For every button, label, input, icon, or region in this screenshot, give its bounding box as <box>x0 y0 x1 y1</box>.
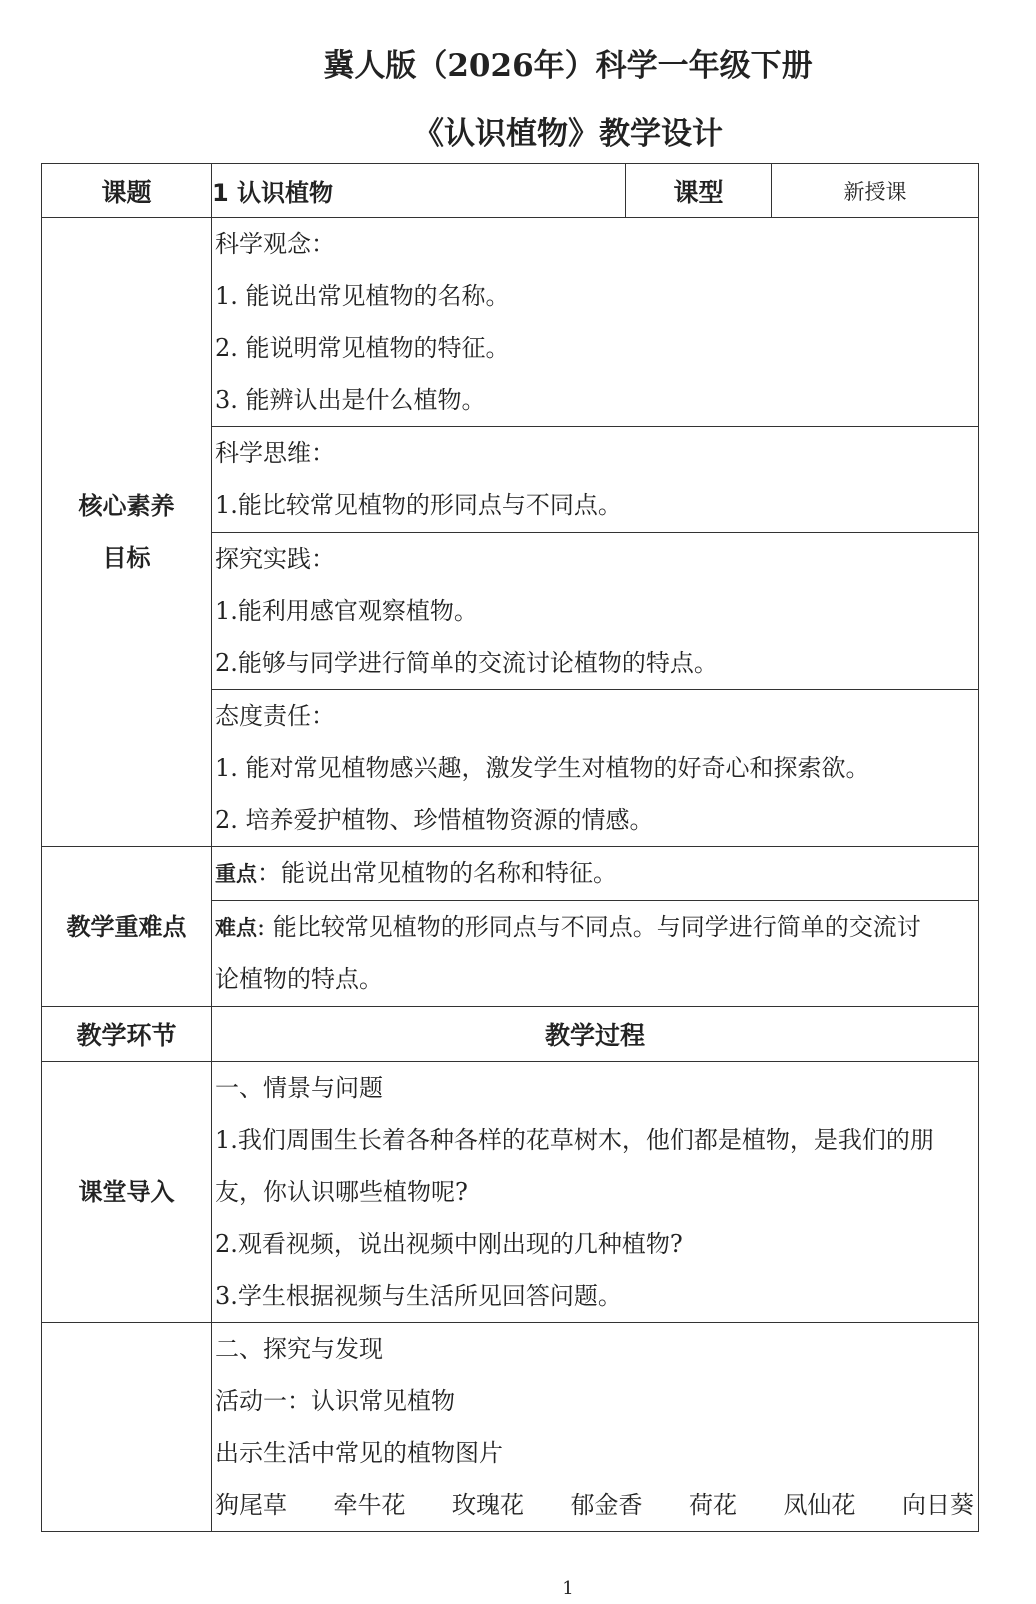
plant-name: 玫瑰花 <box>452 1491 524 1519</box>
type-label: 课型 <box>626 164 772 218</box>
goal-heading: 科学观念： <box>215 230 335 258</box>
goal-section-practice <box>212 533 979 690</box>
goal-item: 2. 培养爱护植物、珍惜植物资源的情感。 <box>215 806 654 834</box>
goal-item: 3. 能辨认出是什么植物。 <box>215 386 486 414</box>
plant-name: 荷花 <box>689 1491 737 1519</box>
process-header-row <box>42 1007 979 1062</box>
intro-label: 课堂导入 <box>42 1062 212 1323</box>
explore-line: 活动一：认识常见植物 <box>215 1387 455 1415</box>
process-label: 教学过程 <box>212 1007 979 1062</box>
document-title: 冀人版（2026年）科学一年级下册 <box>323 48 813 84</box>
goal-section-concept <box>212 218 979 427</box>
difficulty-tag: 难点 <box>215 916 257 940</box>
goals-label-line2: 目标 <box>102 544 151 572</box>
explore-line: 出示生活中常见的植物图片 <box>215 1439 503 1467</box>
goals-label <box>42 218 212 847</box>
intro-line: 友，你认识哪些植物呢? <box>215 1178 468 1206</box>
intro-row <box>42 1062 979 1323</box>
focus-line <box>212 847 978 899</box>
goal-item: 2. 能说明常见植物的特征。 <box>215 334 510 362</box>
goal-heading: 探究实践： <box>215 545 335 573</box>
plant-name: 凤仙花 <box>783 1491 856 1519</box>
explore-line: 二、探究与发现 <box>215 1335 383 1363</box>
keypoints-label: 教学重难点 <box>42 847 212 1007</box>
goal-heading: 科学思维： <box>215 439 335 467</box>
intro-content <box>212 1062 979 1323</box>
goal-item: 1. 能说出常见植物的名称。 <box>215 282 510 310</box>
document-subtitle: 《认识植物》教学设计 <box>413 116 723 152</box>
goal-item: 1. 能对常见植物感兴趣，激发学生对植物的好奇心和探索欲。 <box>215 754 870 782</box>
plant-list <box>212 1479 978 1531</box>
intro-line: 3.学生根据视频与生活所见回答问题。 <box>215 1282 622 1310</box>
intro-line: 一、情景与问题 <box>215 1074 383 1102</box>
lesson-plan-table <box>41 163 979 1532</box>
goal-section-attitude <box>212 690 979 847</box>
focus-cell <box>212 847 979 901</box>
plant-name: 牵牛花 <box>333 1491 406 1519</box>
goal-item: 1.能比较常见植物的形同点与不同点。 <box>215 491 622 519</box>
goal-heading: 态度责任： <box>215 702 335 730</box>
explore-label <box>42 1323 212 1532</box>
goal-item: 1.能利用感官观察植物。 <box>215 597 478 625</box>
goals-label-line1: 核心素养 <box>78 492 175 520</box>
goal-item: 2.能够与同学进行简单的交流讨论植物的特点。 <box>215 649 718 677</box>
type-value: 新授课 <box>772 164 979 218</box>
topic-row <box>42 164 979 218</box>
focus-text: ：能说出常见植物的名称和特征。 <box>257 859 617 887</box>
intro-line: 2.观看视频，说出视频中刚出现的几种植物? <box>215 1230 683 1258</box>
difficulty-cell <box>212 901 979 1007</box>
goal-section-thinking <box>212 427 979 533</box>
focus-tag: 重点 <box>215 862 257 886</box>
goals-row-concept <box>42 218 979 427</box>
intro-line: 1.我们周围生长着各种各样的花草树木，他们都是植物，是我们的朋 <box>215 1126 934 1154</box>
plant-name: 狗尾草 <box>215 1491 287 1519</box>
plant-name: 向日葵 <box>902 1491 974 1519</box>
explore-content <box>212 1323 979 1532</box>
explore-row <box>42 1323 979 1532</box>
difficulty-text: : 能比较常见植物的形同点与不同点。与同学进行简单的交流讨 <box>257 913 921 941</box>
page-number: 1 <box>562 1578 574 1599</box>
topic-value: 1 认识植物 <box>212 164 626 218</box>
difficulty-line <box>212 901 978 953</box>
topic-label: 课题 <box>42 164 212 218</box>
stage-label: 教学环节 <box>42 1007 212 1062</box>
difficulty-line-2: 论植物的特点。 <box>215 965 383 993</box>
plant-name: 郁金香 <box>570 1491 643 1519</box>
keypoints-row-focus <box>42 847 979 901</box>
